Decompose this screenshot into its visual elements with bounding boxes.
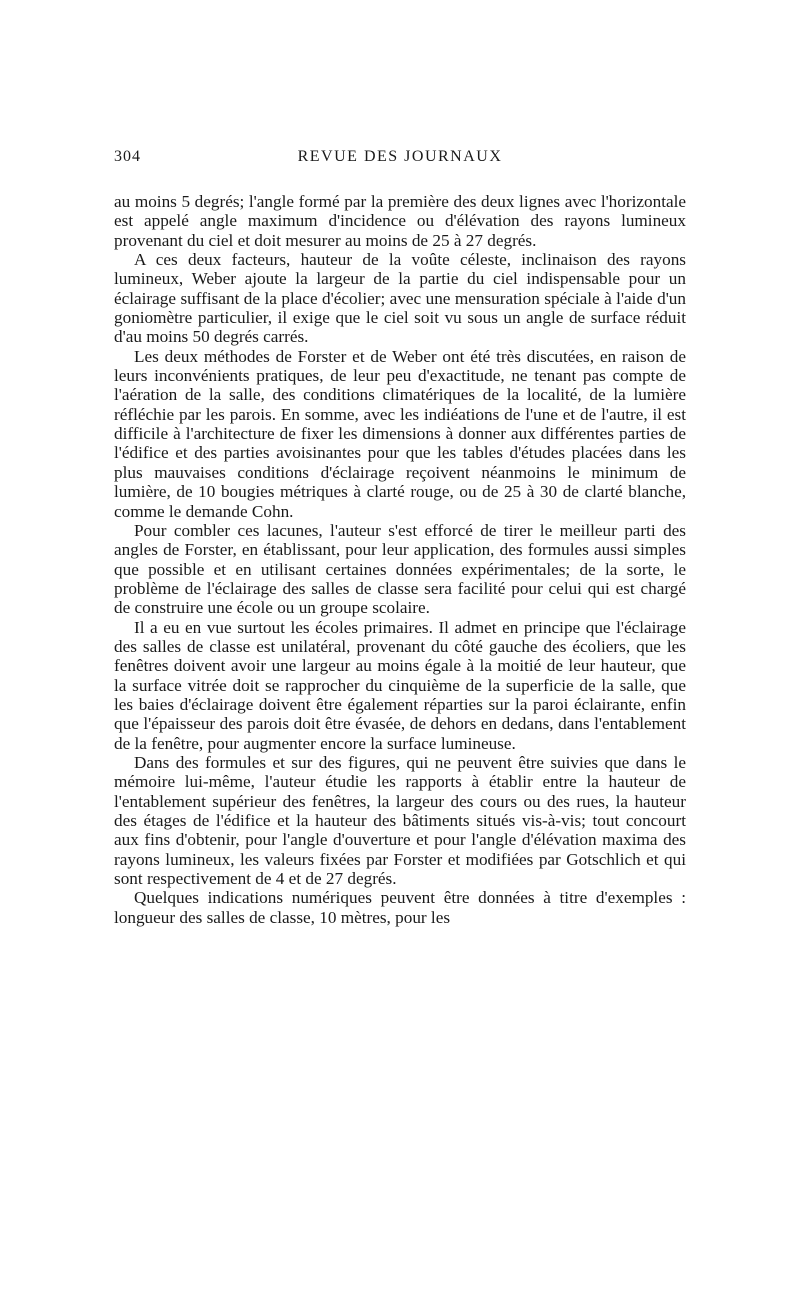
paragraph-continued: au moins 5 degrés; l'angle formé par la première des deux lignes avec l'horizontale est appelé angle maximum d'incidence ou d'élévation des rayons lumineux provenant du ciel et doit mesurer au moins de 25 à 27 degrés. bbox=[114, 192, 686, 250]
running-title: REVUE DES JOURNAUX bbox=[297, 148, 503, 165]
page-number: 304 bbox=[114, 148, 141, 165]
article-body bbox=[114, 192, 686, 927]
paragraph: A ces deux facteurs, hauteur de la voûte céleste, inclinaison des rayons lumineux, Weber ajoute la largeur de la partie du ciel indispensable pour un éclairage suffisant de la place d'écolier; avec une mensuration spéciale à l'aide d'un goniomètre particulier, il exige que le ciel soit vu sous un angle de surface réduit d'au moins 50 degrés carrés. bbox=[114, 250, 686, 347]
paragraph: Pour combler ces lacunes, l'auteur s'est efforcé de tirer le meilleur parti des angles de Forster, en établissant, pour leur application, des formules aussi simples que possible et en utilisant certaines données expérimentales; de la sorte, le problème de l'éclairage des salles de classe sera facilité pour celui qui est chargé de construire une école ou un groupe scolaire. bbox=[114, 520, 686, 618]
page-header bbox=[114, 148, 686, 174]
paragraph: Quelques indications numériques peuvent être données à titre d'exemples : longueur des salles de classe, 10 mètres, pour les bbox=[114, 888, 686, 927]
paragraph: Dans des formules et sur des figures, qui ne peuvent être suivies que dans le mémoire lui-même, l'auteur étudie les rapports à établir entre la hauteur de l'entablement supérieur des fenêtres, la largeur des cours ou des rues, la hauteur des étages de l'édifice et la hauteur des bâtiments situés vis-à-vis; tout concourt aux fins d'obtenir, pour l'angle d'ouverture et pour l'angle d'élévation maxima des rayons lumineux, les valeurs fixées par Forster et modifiées par Gotschlich et qui sont respectivement de 4 et de 27 degrés. bbox=[114, 752, 686, 889]
paragraph: Les deux méthodes de Forster et de Weber ont été très discutées, en raison de leurs inconvénients pratiques, de leur peu d'exactitude, ne tenant pas compte de l'aération de la salle, des conditions climatériques de la localité, de la lumière réfléchie par les parois. En somme, avec les indiéations de l'une et de l'autre, il est difficile à l'architecture de fixer les dimensions à donner aux différentes parties de l'édifice et des parties avoisinantes pour que les tables d'études placées dans les plus mauvaises conditions d'éclairage reçoivent néanmoins le minimum de lumière, de 10 bougies métriques à clarté rouge, ou de 25 à 30 de clarté blanche, comme le demande Cohn. bbox=[114, 346, 686, 521]
paragraph: Il a eu en vue surtout les écoles primaires. Il admet en principe que l'éclairage des salles de classe est unilatéral, provenant du côté gauche des écoliers, que les fenêtres doivent avoir une largeur au moins égale à la moitié de leur hauteur, que la surface vitrée doit se rapprocher du cinquième de la superficie de la salle, que les baies d'éclairage doivent être également réparties sur la paroi éclairante, enfin que l'épaisseur des parois doit être évasée, de dehors en dedans, dans l'entablement de la fenêtre, pour augmenter encore la surface lumineuse. bbox=[114, 617, 686, 753]
journal-page bbox=[114, 148, 686, 927]
